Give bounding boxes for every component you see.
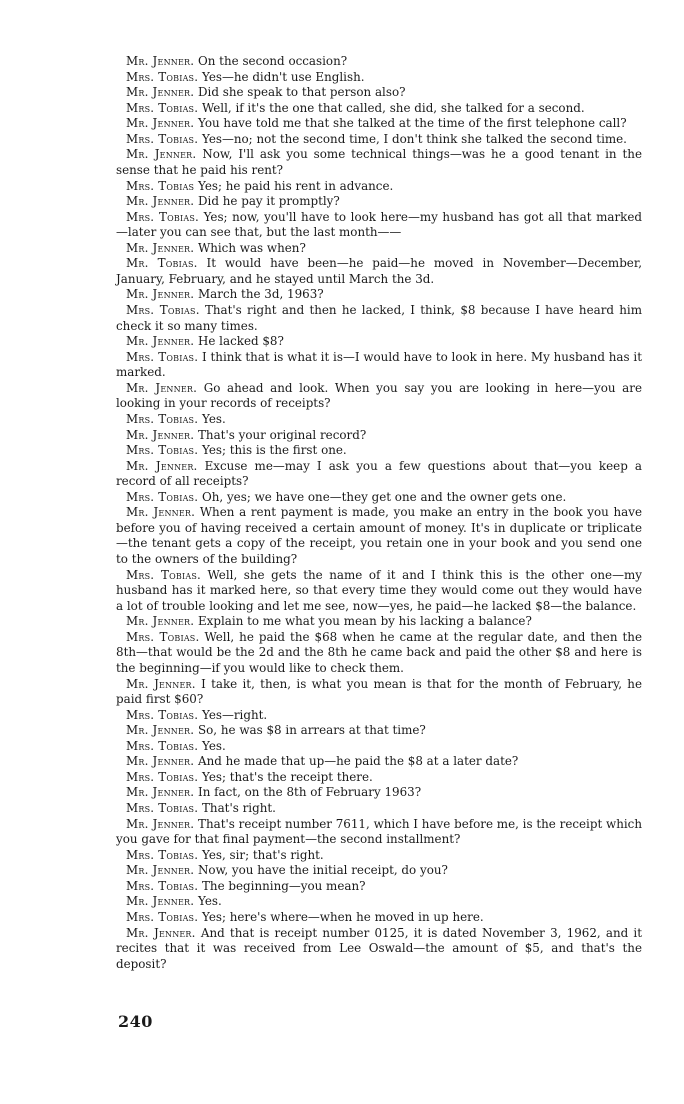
testimony-paragraph (116, 910, 642, 926)
speaker-name: Mr. Jenner. (126, 925, 196, 940)
speech-text: Excuse me—may I ask you a few questions about that—you keep a record of all receipts? (116, 458, 642, 489)
speaker-name: Mr. Jenner. (126, 505, 196, 520)
speaker-name: Mrs. Tobias. (126, 349, 199, 364)
speaker-name: Mrs. Tobias. (126, 411, 199, 426)
speech-text: Yes; he paid his rent in advance. (198, 178, 394, 193)
speech-text: Yes—he didn't use English. (202, 69, 365, 84)
testimony-paragraph (116, 412, 642, 428)
speech-text: Yes, sir; that's right. (202, 847, 324, 862)
speech-text: Did she speak to that person also? (198, 85, 406, 100)
testimony-paragraph (116, 754, 642, 770)
speaker-name: Mr. Jenner. (126, 194, 195, 209)
speech-text: On the second occasion? (198, 54, 348, 68)
testimony-paragraph (116, 801, 642, 817)
testimony-paragraph (116, 630, 642, 677)
speaker-name: Mr. Jenner. (126, 785, 195, 800)
speaker-name: Mrs. Tobias. (126, 100, 199, 115)
testimony-transcript (116, 54, 642, 972)
speech-text: Well, she gets the name of it and I think this is the other one—my husband has it marked here, so that every time they would come out they would have a lot of trouble looking and let me see, now—yes, he paid—he lacked $8—the balance. (116, 567, 642, 613)
testimony-paragraph (116, 132, 642, 148)
speaker-name: Mr. Tobias. (126, 256, 198, 271)
speech-text: Which was when? (198, 240, 306, 255)
speaker-name: Mrs. Tobias. (126, 738, 199, 753)
testimony-paragraph (116, 287, 642, 303)
speaker-name: Mr. Jenner. (126, 676, 196, 691)
testimony-paragraph (116, 739, 642, 755)
speaker-name: Mrs. Tobias. (126, 443, 199, 458)
speech-text: Now, you have the initial receipt, do you? (198, 863, 448, 878)
speech-text: Well, he paid the $68 when he came at the regular date, and then the 8th—that would be the 2d and the 8th he came back and paid the other $8 and here is the beginning—if you would like to check them. (116, 629, 642, 675)
speaker-name: Mr. Jenner. (126, 894, 195, 909)
speaker-name: Mr. Jenner. (126, 863, 195, 878)
speech-text: That's right and then he lacked, I think, $8 because I have heard him check it so many times. (116, 303, 642, 333)
speaker-name: Mr. Jenner. (126, 147, 197, 162)
speaker-name: Mr. Jenner. (126, 816, 195, 831)
speaker-name: Mrs. Tobias. (126, 131, 199, 146)
speech-text: And that is receipt number 0125, it is dated November 3, 1962, and it recites that it was received from Lee Oswald—the amount of $5, and that's the deposit? (116, 925, 643, 971)
speaker-name: Mrs. Tobias. (126, 303, 200, 317)
speaker-name: Mrs. Tobias. (126, 878, 199, 893)
speaker-name: Mrs. Tobias. (126, 209, 200, 224)
speaker-name: Mr. Jenner. (126, 85, 195, 100)
testimony-paragraph (116, 770, 642, 786)
testimony-paragraph (116, 505, 642, 567)
speech-text: Yes. (198, 894, 222, 909)
speech-text: Yes. (202, 411, 226, 426)
testimony-paragraph (116, 54, 642, 70)
speech-text: Go ahead and look. When you say you are looking in here—you are looking in your records of receipts? (116, 380, 642, 411)
speaker-name: Mr. Jenner. (126, 723, 195, 738)
speaker-name: Mrs. Tobias (126, 178, 195, 193)
speech-text: Yes; now, you'll have to look here—my husband has got all that marked—later you can see that, but the last month—— (116, 209, 642, 240)
speech-text: The beginning—you mean? (202, 878, 366, 893)
speaker-name: Mr. Jenner. (126, 54, 195, 68)
testimony-paragraph (116, 194, 642, 210)
speaker-name: Mrs. Tobias. (126, 769, 199, 784)
testimony-paragraph (116, 101, 642, 117)
speech-text: It would have been—he paid—he moved in November—December, January, February, and he stayed until March the 3d. (116, 256, 643, 286)
testimony-paragraph (116, 817, 642, 848)
testimony-paragraph (116, 708, 642, 724)
testimony-paragraph (116, 894, 642, 910)
speaker-name: Mrs. Tobias. (126, 629, 200, 644)
speech-text: Oh, yes; we have one—they get one and the owner gets one. (202, 489, 567, 504)
testimony-paragraph (116, 723, 642, 739)
speaker-name: Mrs. Tobias. (126, 847, 199, 862)
speech-text: Yes; here's where—when he moved in up here. (202, 909, 484, 924)
testimony-paragraph (116, 863, 642, 879)
speaker-name: Mr. Jenner. (126, 334, 195, 349)
speech-text: That's your original record? (198, 427, 367, 442)
speaker-name: Mr. Jenner. (126, 287, 195, 302)
speech-text: Yes. (202, 738, 226, 753)
testimony-paragraph (116, 848, 642, 864)
speaker-name: Mr. Jenner. (126, 240, 195, 255)
speech-text: I take it, then, is what you mean is that for the month of February, he paid first $60? (116, 676, 642, 707)
speech-text: Well, if it's the one that called, she did, she talked for a second. (202, 100, 585, 115)
speaker-name: Mrs. Tobias. (126, 707, 199, 722)
testimony-paragraph (116, 926, 642, 973)
speech-text: When a rent payment is made, you make an entry in the book you have before you of having received a certain amount of money. It's in duplicate or triplicate—the tenant gets a copy of the receipt, you retain one in your book and you send one to the owners of the building? (116, 505, 643, 566)
speaker-name: Mr. Jenner. (126, 427, 195, 442)
speaker-name: Mr. Jenner. (126, 458, 198, 473)
testimony-paragraph (116, 677, 642, 708)
speaker-name: Mrs. Tobias. (126, 69, 199, 84)
speaker-name: Mr. Jenner. (126, 380, 198, 395)
speech-text: Explain to me what you mean by his lacking a balance? (198, 614, 532, 629)
speech-text: In fact, on the 8th of February 1963? (198, 785, 422, 800)
testimony-paragraph (116, 459, 642, 490)
testimony-paragraph (116, 303, 642, 334)
testimony-paragraph (116, 568, 642, 615)
speech-text: I think that is what it is—I would have to look in here. My husband has it marked. (116, 349, 642, 380)
testimony-paragraph (116, 614, 642, 630)
speech-text: Yes; this is the first one. (202, 443, 347, 458)
testimony-paragraph (116, 210, 642, 241)
page-number: 240 (118, 1012, 153, 1031)
speech-text: You have told me that she talked at the time of the first telephone call? (198, 116, 627, 131)
speaker-name: Mr. Jenner. (126, 754, 195, 769)
testimony-paragraph (116, 381, 642, 412)
testimony-paragraph (116, 490, 642, 506)
speaker-name: Mr. Jenner. (126, 116, 195, 131)
testimony-paragraph (116, 256, 642, 287)
speech-text: And he made that up—he paid the $8 at a later date? (198, 754, 519, 769)
testimony-paragraph (116, 241, 642, 257)
testimony-paragraph (116, 70, 642, 86)
speech-text: March the 3d, 1963? (198, 287, 324, 302)
testimony-paragraph (116, 879, 642, 895)
speech-text: He lacked $8? (198, 334, 284, 349)
testimony-paragraph (116, 147, 642, 178)
speech-text: Yes; that's the receipt there. (202, 769, 373, 784)
speech-text: That's receipt number 7611, which I have before me, is the receipt which you gave for that final payment—the second installment? (116, 816, 642, 847)
speaker-name: Mrs. Tobias. (126, 909, 199, 924)
testimony-paragraph (116, 443, 642, 459)
speaker-name: Mrs. Tobias. (126, 489, 199, 504)
testimony-paragraph (116, 116, 642, 132)
speech-text: Did he pay it promptly? (198, 194, 340, 209)
speech-text: Yes—no; not the second time, I don't think she talked the second time. (202, 131, 627, 146)
testimony-paragraph (116, 85, 642, 101)
testimony-paragraph (116, 785, 642, 801)
speaker-name: Mrs. Tobias. (126, 567, 201, 582)
speech-text: That's right. (202, 801, 276, 815)
speech-text: So, he was $8 in arrears at that time? (198, 723, 426, 738)
speaker-name: Mrs. Tobias. (126, 801, 199, 815)
testimony-paragraph (116, 350, 642, 381)
speaker-name: Mr. Jenner. (126, 614, 195, 629)
speech-text: Yes—right. (202, 707, 268, 722)
testimony-paragraph (116, 428, 642, 444)
speech-text: Now, I'll ask you some technical things—was he a good tenant in the sense that he paid his rent? (116, 147, 642, 177)
testimony-paragraph (116, 334, 642, 350)
testimony-paragraph (116, 179, 642, 195)
